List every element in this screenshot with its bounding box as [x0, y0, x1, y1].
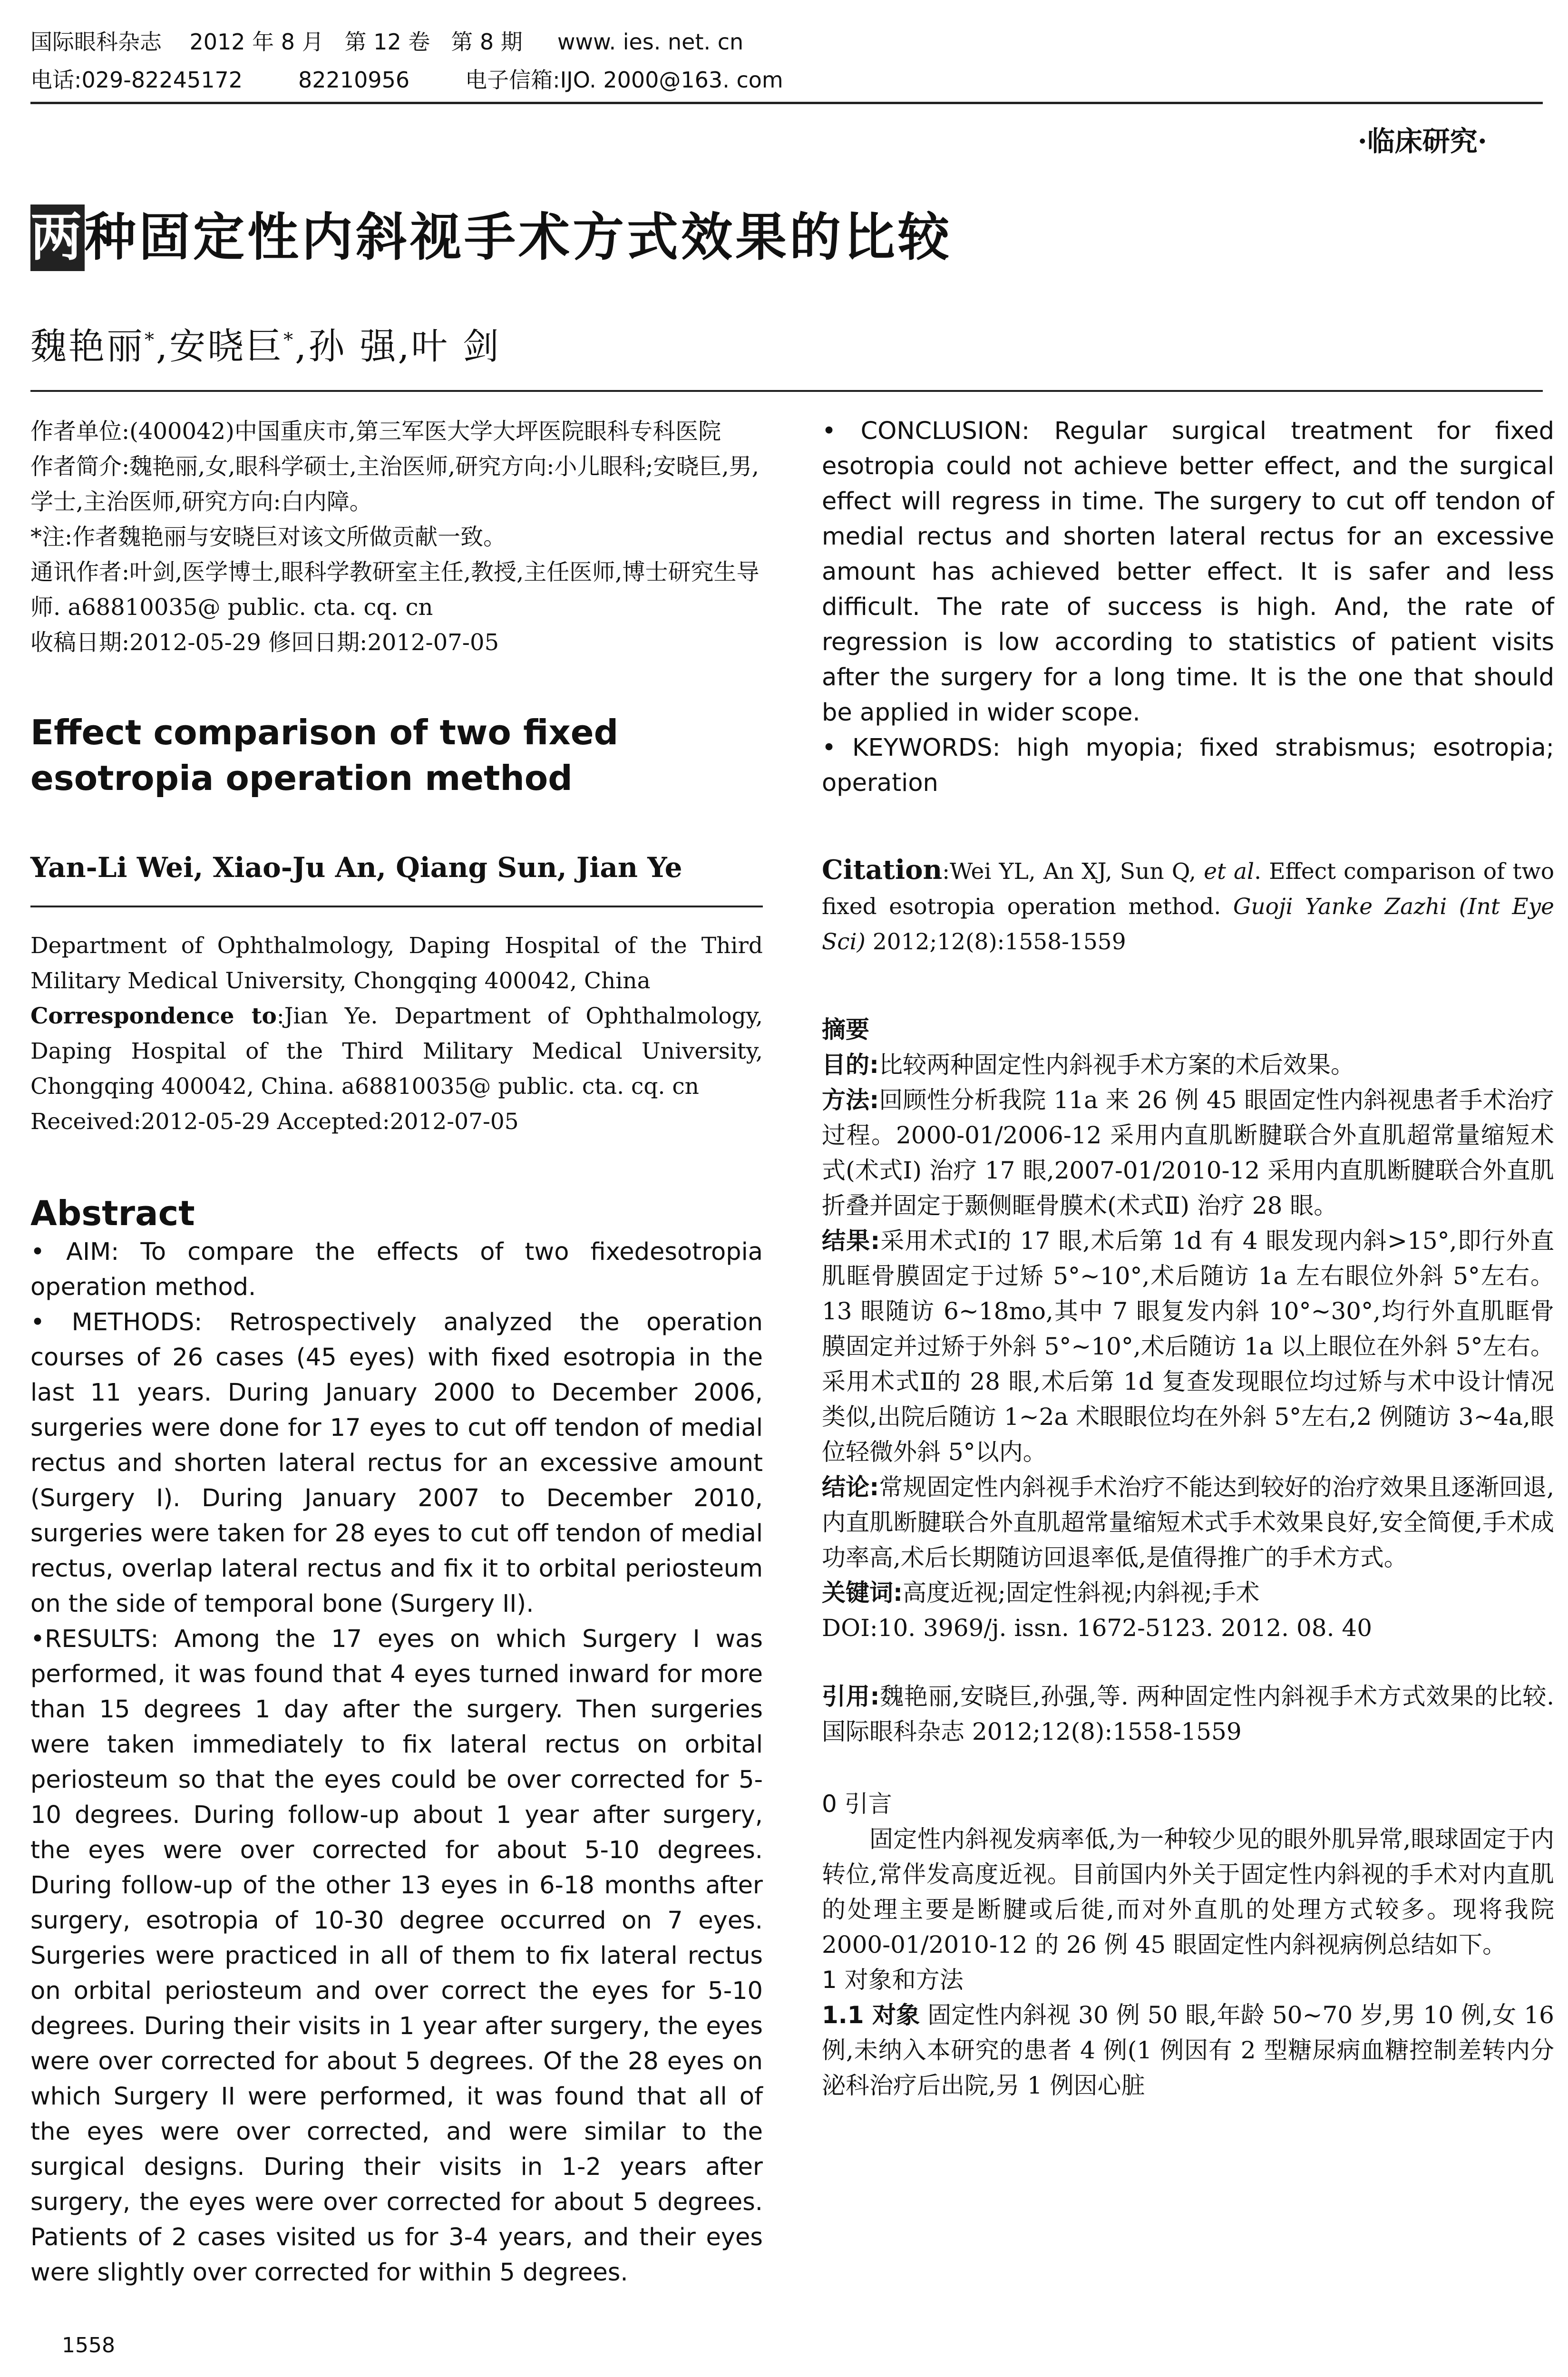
cn-methods-label: 方法:	[822, 1086, 879, 1114]
author-2-star: *	[283, 329, 295, 351]
cn-concl-label: 结论:	[822, 1473, 879, 1501]
author-sep-1: ,	[156, 325, 170, 368]
abstract-results: •RESULTS: Among the 17 eyes on which Surgery I was performed, it was found that 4 eyes turned inward for more than 15 degrees 1 day after the surgery. Then surgeries were taken immediately to fix lateral rectus on orbital periosteum so that the eyes could be over corrected for 5-10 degrees. During follow-up about 1 year after surgery, the eyes were over corrected for about 5-10 degrees. During follow-up of the other 13 eyes in 6-18 months after surgery, esotropia of 10-30 degree occurred on 7 eyes. Surgeries were practiced in all of them to fix lateral rectus on orbital periosteum and over correct the eyes for 5-10 degrees. During their visits in 1 year after surgery, the eyes were over corrected for about 5 degrees. Of the 28 eyes on which Surgery II were performed, it was found that all of the eyes were over corrected, and were similar to the surgical designs. During their visits in 1-2 years after surgery, the eyes were over corrected for about 5 degrees. Patients of 2 cases visited us for 3-4 years, and their eyes were slightly over corrected for within 5 degrees.	[30, 1625, 763, 2287]
citation-text-1: :Wei YL, An XJ, Sun Q,	[942, 858, 1204, 885]
correspondence-label: Correspondence to	[30, 1003, 277, 1029]
cn-aim-text: 比较两种固定性内斜视手术方案的术后效果。	[879, 1051, 1354, 1079]
citation-text-3: 2012;12(8):1558-1559	[865, 929, 1126, 955]
intro-subsection-1-1	[822, 1997, 1554, 2103]
affil-note: *注:作者魏艳丽与安晓巨对该文所做贡献一致。	[30, 524, 506, 550]
author-2: 安晓巨	[169, 325, 284, 368]
cn-methods	[822, 1082, 1554, 1223]
department-line: Department of Ophthalmology, Daping Hospital of the Third Military Medical University, Chongqing 400042, China	[30, 933, 763, 994]
affiliation-cn	[30, 414, 763, 660]
cn-conclusion	[822, 1470, 1554, 1575]
cn-results-label: 结果:	[822, 1227, 880, 1255]
intro-heading-1: 1 对象和方法	[822, 1966, 964, 1994]
authors-rest: 孙 强,叶 剑	[308, 325, 501, 368]
abstract-methods: • METHODS: Retrospectively analyzed the operation courses of 26 cases (45 eyes) with fixed esotropia in the last 11 years. During January 2000 to December 2006, surgeries were done for 17 eyes to cut off tendon of medial rectus and shorten lateral rectus for an excessive amount (Surgery I). During January 2007 to December 2010, surgeries were taken for 28 eyes to cut off tendon of medial rectus, overlap lateral rectus and fix it to orbital periosteum on the side of temporal bone (Surgery II).	[30, 1308, 763, 1618]
title-rest: 种固定性内斜视手术方式效果的比较	[85, 208, 953, 267]
citation-label: Citation	[822, 854, 943, 886]
authors-cn	[30, 314, 501, 372]
received-accepted: Received:2012-05-29 Accepted:2012-07-05	[30, 1109, 519, 1135]
cn-keywords	[822, 1575, 1554, 1610]
cn-methods-text: 回顾性分析我院 11a 来 26 例 45 眼固定性内斜视患者手术治疗过程。2000-01/2006-12 采用内直肌断腱联合外直肌超常量缩短术式(术式Ⅰ) 治疗 17 眼,2007-01/2010-12 采用内直肌断腱联合外直肌折叠并固定于颞侧眶骨膜术(术式Ⅱ) 治疗 28 眼。	[822, 1086, 1554, 1219]
cn-aim	[822, 1047, 1554, 1082]
citation-text-2: . Effect comparison of two fixed esotropia operation method.	[822, 858, 1555, 920]
cn-kw-text: 高度近视;固定性斜视;内斜视;手术	[903, 1579, 1260, 1607]
journal-header	[30, 23, 1543, 99]
abstract-continued	[822, 414, 1554, 801]
title-rule	[30, 390, 1543, 392]
author-sep-2: ,	[295, 325, 309, 368]
introduction	[822, 1786, 1554, 2103]
cn-doi: DOI:10. 3969/j. issn. 1672-5123. 2012. 08. 40	[822, 1614, 1373, 1642]
affil-bio: 作者简介:魏艳丽,女,眼科学硕士,主治医师,研究方向:小儿眼科;安晓巨,男,学士,主治医师,研究方向:白内障。	[30, 453, 760, 515]
english-authors-rule	[30, 906, 763, 907]
cn-results	[822, 1223, 1554, 1470]
cn-results-text: 采用术式Ⅰ的 17 眼,术后第 1d 有 4 眼发现内斜>15°,即行外直肌眶骨膜固定于过矫 5°~10°,术后随访 1a 左右眼位外斜 5°左右。13 眼随访 6~18mo,其中 7 眼复发内斜 10°~30°,均行外直肌眶骨膜固定并过矫于外斜 5°~10°,术后随访 1a 以上眼位在外斜 5°左右。采用术式Ⅱ的 28 眼,术后第 1d 复查发现眼位均过矫与术中设计情况类似,出院后随访 1~2a 术眼眼位均在外斜 5°左右,2 例随访 3~4a,眼位轻微外斜 5°以内。	[822, 1227, 1554, 1466]
abstract-heading: Abstract	[30, 1193, 195, 1233]
abstract-body	[30, 1235, 763, 2290]
abstract-conclusion: • CONCLUSION: Regular surgical treatment for fixed esotropia could not achieve better effect, and the surgical effect will regress in time. The surgery to cut off tendon of medial rectus and shorten lateral rectus for an excessive amount has achieved better effect. It is safer and less difficult. The rate of success is high. And, the rate of regression is low according to statistics of patient visits after the surgery for a long time. It is the one that should be applied in wider scope.	[822, 417, 1554, 727]
abstract-keywords: • KEYWORDS: high myopia; fixed strabismus; esotropia; operation	[822, 734, 1554, 797]
citation	[822, 852, 1554, 960]
department-info	[30, 928, 763, 1140]
citation-etal: et al	[1204, 858, 1255, 885]
title-first-char: 两	[30, 205, 85, 271]
section-tag: ·临床研究·	[1357, 125, 1487, 157]
header-rule	[30, 102, 1543, 104]
author-1: 魏艳丽	[30, 325, 145, 368]
cn-abstract	[822, 1012, 1554, 1646]
affil-corr: 通讯作者:叶剑,医学博士,眼科学教研室主任,教授,主任医师,博士研究生导师. a68810035@ public. cta. cq. cn	[30, 559, 760, 621]
intro-paragraph-1-1: 固定性内斜视 30 例 50 眼,年龄 50~70 岁,男 10 例,女 16 例,未纳入本研究的患者 4 例(1 例因有 2 型糖尿病血糖控制差转内分泌科治疗后出院,另 1 例因心脏	[822, 2001, 1554, 2099]
header-line-1: 国际眼科杂志 2012 年 8 月 第 12 卷 第 8 期 www. ies. net. cn	[30, 29, 744, 55]
affil-dates: 收稿日期:2012-05-29 修回日期:2012-07-05	[30, 629, 499, 656]
cn-concl-text: 常规固定性内斜视手术治疗不能达到较好的治疗效果且逐渐回退,内直肌断腱联合外直肌超常量缩短术式手术效果良好,安全简便,手术成功率高,术后长期随访回退率低,是值得推广的手术方式。	[822, 1473, 1554, 1571]
cn-reference-text: 魏艳丽,安晓巨,孙强,等. 两种固定性内斜视手术方式效果的比较. 国际眼科杂志 2012;12(8):1558-1559	[822, 1683, 1554, 1745]
cn-abstract-heading: 摘要	[822, 1016, 869, 1043]
intro-heading-0: 0 引言	[822, 1790, 892, 1818]
article-title	[30, 205, 952, 271]
left-column	[30, 414, 763, 2290]
cn-kw-label: 关键词:	[822, 1579, 903, 1607]
cn-reference	[822, 1679, 1554, 1749]
right-column	[822, 414, 1554, 2103]
english-title: Effect comparison of two fixed esotropia operation method	[30, 712, 619, 798]
english-authors: Yan-Li Wei, Xiao-Ju An, Qiang Sun, Jian Ye	[30, 851, 682, 884]
affil-unit: 作者单位:(400042)中国重庆市,第三军医大学大坪医院眼科专科医院	[30, 418, 721, 445]
correspondence-text: :Jian Ye. Department of Ophthalmology, Daping Hospital of the Third Military Medical University, Chongqing 400042, China. a68810035@ public. cta. cq. cn	[30, 1003, 763, 1100]
cn-reference-label: 引用:	[822, 1683, 880, 1710]
correspondence	[30, 999, 763, 1104]
header-line-2: 电话:029-82245172 82210956 电子信箱:IJO. 2000@163. com	[30, 67, 783, 93]
abstract-aim: • AIM: To compare the effects of two fixedesotropia operation method.	[30, 1238, 763, 1301]
citation-journal: Guoji Yanke Zazhi (Int Eye Sci)	[822, 894, 1554, 955]
page-number: 1558	[62, 2333, 115, 2358]
author-1-star: *	[145, 329, 156, 351]
cn-aim-label: 目的:	[822, 1051, 879, 1079]
intro-heading-1-1: 1.1 对象	[822, 2001, 920, 2029]
intro-paragraph-0: 固定性内斜视发病率低,为一种较少见的眼外肌异常,眼球固定于内转位,常伴发高度近视。目前国内外关于固定性内斜视的手术对内直肌的处理主要是断腱或后徙,而对外直肌的处理方式较多。现将我院 2000-01/2010-12 的 26 例 45 眼固定性内斜视病例总结如下。	[822, 1825, 1554, 1958]
